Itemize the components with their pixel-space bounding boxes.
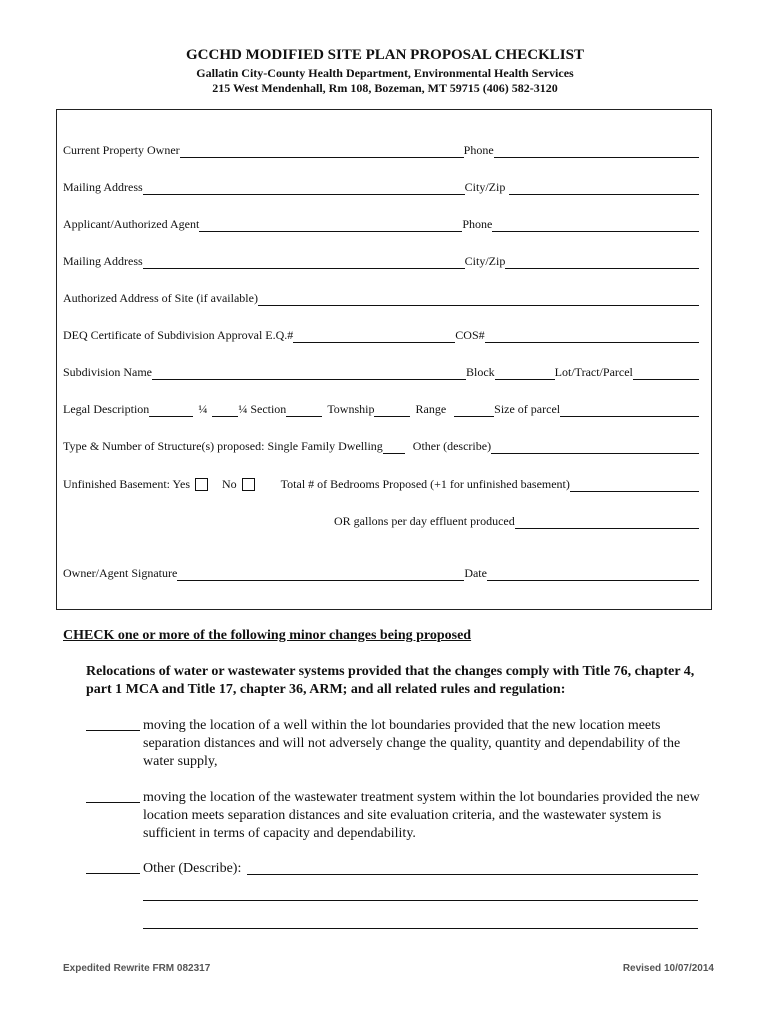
agent-mailing-label: Mailing Address [63,254,143,268]
other-describe-line-1[interactable] [247,862,698,875]
bedrooms-field[interactable] [570,478,699,492]
parcel-size-label: Size of parcel [494,402,561,416]
other-structure-field[interactable] [491,440,699,454]
section-field[interactable] [286,403,322,417]
row-signature [63,563,699,581]
deq-label: DEQ Certificate of Subdivision Approval E.Q.# [63,328,294,342]
agent-cityzip-label: City/Zip [464,254,506,268]
legal-label: Legal Description [63,402,150,416]
gallons-label: OR gallons per day effluent produced [334,514,515,528]
bedrooms-label: Total # of Bedrooms Proposed (+1 for unfinished basement) [280,477,570,491]
owner-label: Current Property Owner [63,143,180,157]
cityzip-label: City/Zip [464,180,506,194]
row-deq [63,325,699,343]
owner-phone-field[interactable] [494,144,699,158]
range-field[interactable] [454,403,494,417]
row-agent [63,214,699,232]
owner-field[interactable] [180,144,464,158]
agent-label: Applicant/Authorized Agent [63,217,200,231]
section-label: ¼ Section [238,402,287,416]
wastewater-check-field[interactable] [86,802,140,803]
signature-field[interactable] [177,567,464,581]
well-check-field[interactable] [86,730,140,731]
lot-field[interactable] [633,366,699,380]
block-label: Block [466,365,495,379]
block-field[interactable] [495,366,555,380]
basement-no-checkbox[interactable] [242,478,255,491]
wastewater-item-text: moving the location of the wastewater treatment system within the lot boundaries provided the new location meets separation distances and site evaluation criteria, and the wastewater system is sufficient in terms of capacity and dependability. [143,790,700,841]
other-item-text: Other (Describe): [143,861,242,876]
subdivision-label: Subdivision Name [63,365,152,379]
agent-cityzip-field[interactable] [505,255,699,269]
other-check-field[interactable] [86,873,140,874]
township-field[interactable] [374,403,410,417]
site-address-label: Authorized Address of Site (if available) [63,291,258,305]
quarter-1-field[interactable] [149,403,193,417]
agent-phone-field[interactable] [492,218,699,232]
agent-phone-label: Phone [462,217,493,231]
deq-field[interactable] [293,329,455,343]
footer-revised: Revised 10/07/2014 [622,963,714,974]
change-item-well [86,717,706,771]
township-label: Township [327,402,375,416]
subdivision-field[interactable] [152,366,466,380]
structure-type-label: Type & Number of Structure(s) proposed: Single Family Dwelling [63,439,383,453]
site-address-field[interactable] [258,292,699,306]
range-label: Range [415,402,447,416]
other-label: Other (describe) [412,439,492,453]
organization-name: Gallatin City-County Health Department, Environmental Health Services [196,66,574,80]
row-owner [63,140,699,158]
mailing-label: Mailing Address [63,180,143,194]
organization-address: 215 West Mendenhall, Rm 108, Bozeman, MT 59715 (406) 582-3120 [212,81,558,95]
quarter-label: ¼ [198,402,208,416]
change-item-wastewater [86,789,706,843]
agent-field[interactable] [199,218,462,232]
row-structure [63,436,699,454]
relocations-statement: Relocations of water or wastewater systems provided that the changes comply with Title 76, chapter 4, part 1 MCA and Title 17, chapter 36, ARM; and all related rules and regulation: [86,664,695,697]
gallons-field[interactable] [515,515,699,529]
cos-field[interactable] [485,329,699,343]
basement-label: Unfinished Basement: Yes [63,477,190,491]
other-describe-line-2[interactable] [143,888,698,901]
date-label: Date [464,566,487,580]
phone-label: Phone [463,143,494,157]
lot-label: Lot/Tract/Parcel [554,365,633,379]
other-describe-line-3[interactable] [143,916,698,929]
agent-mailing-field[interactable] [143,255,465,269]
owner-mailing-field[interactable] [143,181,465,195]
row-site-address [63,288,699,306]
quarter-2-field[interactable] [212,403,238,417]
footer-form-id: Expedited Rewrite FRM 082317 [63,963,211,974]
row-gallons [334,511,699,529]
no-label: No [222,477,237,491]
row-mailing-2 [63,251,699,269]
parcel-size-field[interactable] [560,403,699,417]
single-family-field[interactable] [383,440,405,454]
basement-yes-checkbox[interactable] [195,478,208,491]
date-field[interactable] [487,567,699,581]
form-title: GCCHD MODIFIED SITE PLAN PROPOSAL CHECKLIST [186,47,584,63]
cos-label: COS# [455,328,485,342]
changes-heading: CHECK one or more of the following minor changes being proposed [63,628,472,643]
row-subdivision [63,362,699,380]
row-basement [63,474,699,492]
owner-cityzip-field[interactable] [509,181,699,195]
well-item-text: moving the location of a well within the lot boundaries provided that the new location meets separation distances and will not adversely change the quality, quantity and dependability of the water supply, [143,718,681,769]
row-legal [63,399,699,417]
row-mailing-1 [63,177,699,195]
signature-label: Owner/Agent Signature [63,566,178,580]
